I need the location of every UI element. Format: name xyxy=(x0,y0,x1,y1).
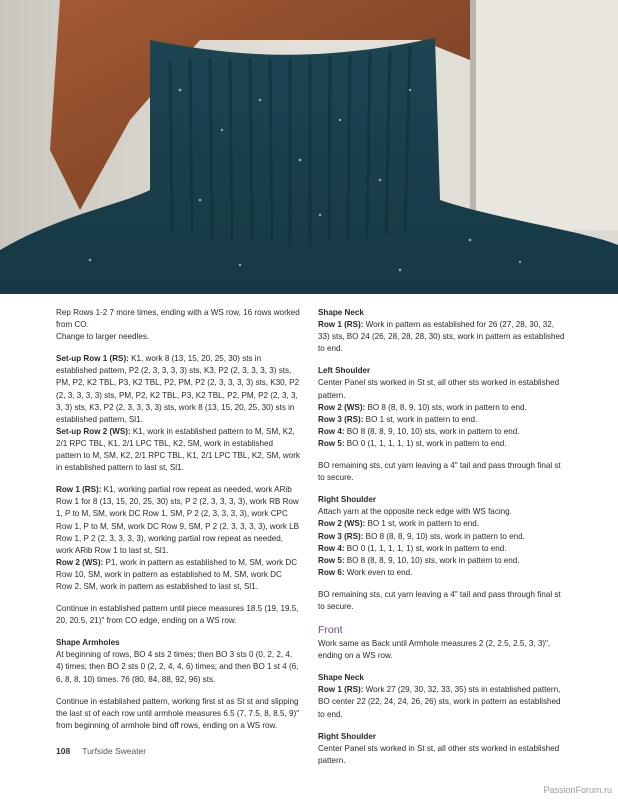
paragraph xyxy=(56,353,300,474)
row-text: BO 8 (8, 8, 9, 10, 10) sts, work in pattern to end. xyxy=(344,555,520,565)
left-column xyxy=(56,307,300,742)
row-label: Row 5: xyxy=(318,438,345,448)
row-label: Row 3 (RS): xyxy=(318,414,364,424)
row-label: Row 3 (RS): xyxy=(318,531,364,541)
row-label: Row 2 (WS): xyxy=(318,519,366,529)
section-heading: Right Shoulder xyxy=(318,495,376,505)
row-text: Center Panel sts worked in St st, all other sts worked in established pattern. xyxy=(318,378,560,400)
row-text: BO 8 (8, 8, 9, 10) sts, work in pattern to end. xyxy=(363,531,525,541)
row-text: BO 8 (8, 8, 9, 10, 10) sts, work in pattern to end. xyxy=(344,426,520,436)
row-label: Row 4: xyxy=(318,426,345,436)
section-heading: Shape Neck xyxy=(318,673,364,683)
page-footer xyxy=(56,746,146,756)
section-heading: Left Shoulder xyxy=(318,366,371,376)
row-text: BO 8 (8, 8, 9, 10) sts, work in pattern to end. xyxy=(365,402,527,412)
paragraph: BO remaining sts, cut yarn leaving a 4" tail and pass through final st to secure. xyxy=(318,589,561,611)
paragraph xyxy=(56,307,300,343)
section-heading: Shape Neck xyxy=(318,308,364,317)
row-label: Row 1 (RS): xyxy=(318,685,364,695)
section-heading: Shape Armholes xyxy=(56,638,120,648)
paragraph: Continue in established pattern, working first st as St st and slipping the last st of each row until armhole measures 6.5 (7, 7.5, 8, 8.5, 9)" from beginning of armhole bind off rows, ending on a WS row. xyxy=(56,696,300,730)
right-column xyxy=(318,307,566,777)
paragraph xyxy=(318,319,566,355)
paragraph: Continue in established pattern until piece measures 18.5 (19, 19.5, 20, 20.5, 21)" from CO edge, ending on a WS row. xyxy=(56,604,299,626)
row-text: K1, work 8 (13, 15, 20, 25, 30) sts in established pattern, P2 (2, 3, 3, 3, 3) sts, K3, P2 (2, 3, 3, 3, 3) sts, PM, P2, K2 TBL, P3, K2 TBL, P2, PM, P2 (2, 3, 3, 3, 3) sts, K30, P2 (2, 3, 3, 3, 3) sts, PM, P2, K2 TBL, P3, K2 TBL, P2, PM, P2 (2, 3, 3, 3, 3) sts, K3, P2 (2, 3, 3, 3, 3) sts, work 8 (13, 15, 20, 25, 30) sts in established pattern, Sl1. xyxy=(56,354,300,424)
paragraph xyxy=(318,377,566,450)
row-label: Set-up Row 1 (RS): xyxy=(56,354,129,364)
row-label: Row 2 (WS): xyxy=(56,557,104,567)
paragraph: Work same as Back until Armhole measures 2 (2, 2.5, 2.5, 3, 3)", ending on a WS row. xyxy=(318,639,551,661)
row-text: Work in pattern as established for 26 (27, 28, 30, 32, 33) sts, BO 24 (26, 28, 28, 28, 30) sts, work in pattern as established to end. xyxy=(318,320,565,354)
row-text: K1, working partial row repeat as needed, work ARib Row 1 for 8 (13, 15, 20, 25, 30) sts, P 2 (2, 3, 3, 3, 3), work RB Row 1, P to M, SM, work DC Row 1, SM, P 2 (2, 3, 3, 3, 3), work CPC Row 1, P to M, SM, work DC Row 9, SM, P 2 (2, 3, 3, 3, 3), work LB Row 1, P 2 (2, 3, 3, 3, 3), working partial row repeat as needed, work ARib Row 1 to last st, Sl1. xyxy=(56,485,300,555)
sweater-photo xyxy=(0,0,618,294)
front-section-title: Front xyxy=(318,624,343,637)
row-text: Work even to end. xyxy=(344,567,413,577)
row-text: Work 27 (29, 30, 32, 33, 35) sts in established pattern, BO center 22 (22, 24, 24, 26, 26) sts, work in pattern as established to end. xyxy=(318,685,561,719)
row-text: Attach yarn at the opposite neck edge with WS facing. xyxy=(318,507,512,517)
row-text: BO 0 (1, 1, 1, 1, 1) st, work in pattern to end. xyxy=(344,438,507,448)
row-text: BO 1 st, work in pattern to end. xyxy=(365,519,480,529)
row-label: Row 1 (RS): xyxy=(56,485,102,495)
section-heading: Right Shoulder xyxy=(318,731,376,741)
row-label: Row 4: xyxy=(318,543,345,553)
paragraph: Center Panel sts worked in St st, all other sts worked in established pattern. xyxy=(318,743,560,765)
page-number: 108 xyxy=(56,746,71,756)
row-label: Row 5: xyxy=(318,555,345,565)
intro-text-2: Change to larger needles. xyxy=(56,332,150,342)
paragraph: BO remaining sts, cut yarn leaving a 4" tail and pass through final st to secure. xyxy=(318,461,561,483)
row-text: BO 1 st, work in pattern to end. xyxy=(363,414,478,424)
pattern-title: Turfside Sweater xyxy=(82,746,147,756)
paragraph xyxy=(318,506,566,579)
watermark: PassionForum.ru xyxy=(543,785,612,795)
intro-text: Rep Rows 1-2 7 more times, ending with a WS row, 16 rows worked from CO. xyxy=(56,308,300,330)
paragraph xyxy=(56,484,300,593)
paragraph xyxy=(318,684,566,720)
row-label: Row 2 (WS): xyxy=(318,402,366,412)
row-text: K1, work in established pattern to M, SM, K2, 2/1 RPC TBL, K1, 2/1 LPC TBL, K2, SM, work in established pattern to M, SM, K2, 2/1 RPC TBL, K1, 2/1 LPC TBL, K2, SM, work in established pattern to last st, Sl1. xyxy=(56,426,300,473)
paragraph: At beginning of rows, BO 4 sts 2 times; then BO 3 sts 0 (0, 2, 2, 4, 4) times; then BO 2 sts 0 (2, 2, 4, 4, 6) times; and then BO 1 st 4 (6, 6, 8, 8, 10) times. 76 (80, 84, 88, 92, 96) sts. xyxy=(56,650,299,684)
row-label: Set-up Row 2 (WS): xyxy=(56,426,131,436)
row-label: Row 1 (RS): xyxy=(318,320,364,330)
row-label: Row 6: xyxy=(318,567,345,577)
row-text: BO 0 (1, 1, 1, 1, 1) st, work in pattern to end. xyxy=(344,543,507,553)
row-text: P1, work in pattern as established to M, SM, work DC Row 10, SM, work in pattern as established to M, SM, work DC Row 2, SM, work in pattern as established to last st, Sl1. xyxy=(56,557,298,591)
sweater-back-image xyxy=(0,0,618,294)
